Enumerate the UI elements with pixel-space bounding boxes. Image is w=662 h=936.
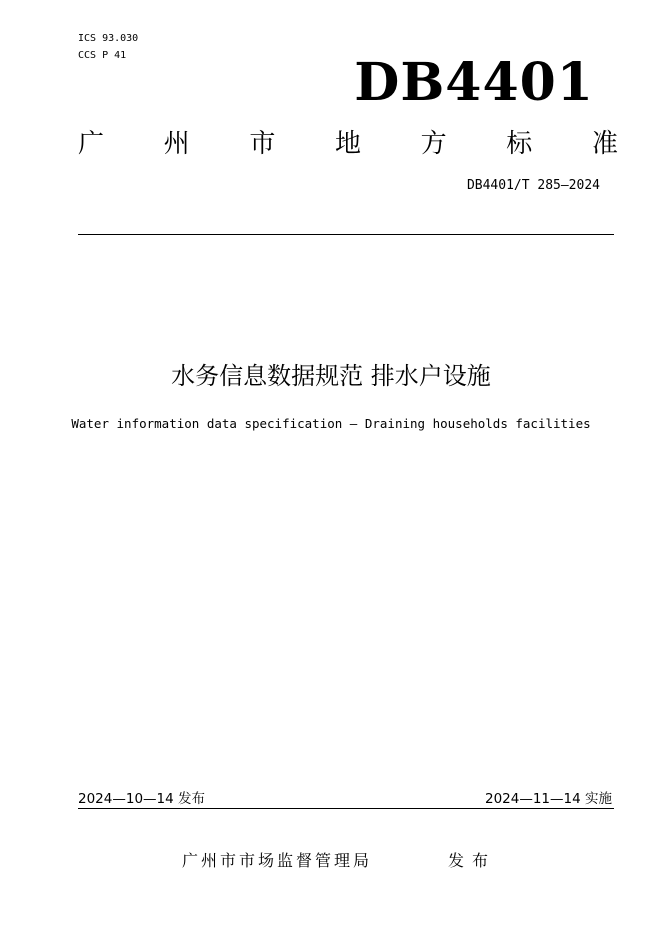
standard-brand-code: DB4401: [354, 52, 594, 113]
standard-type-char: 市: [249, 129, 276, 159]
standard-type-heading: [78, 128, 618, 160]
ccs-code: CCS P 41: [78, 50, 127, 61]
standard-type-char: 标: [506, 129, 533, 159]
standard-number: DB4401/T 285—2024: [466, 178, 600, 193]
standard-type-char: 方: [420, 129, 447, 159]
standard-type-char: 地: [334, 129, 361, 159]
publish-date: 2024—10—14 发布: [78, 791, 206, 807]
issue-label: 发布: [448, 851, 497, 870]
standard-type-char: 广: [78, 129, 105, 159]
standard-type-char: 州: [163, 129, 190, 159]
implement-date: 2024—11—14 实施: [484, 791, 612, 807]
standard-type-char: 准: [591, 129, 618, 159]
header-divider: [78, 234, 614, 235]
document-title-cn: 水务信息数据规范 排水户设施: [171, 362, 491, 390]
document-title-en: Water information data specification — Draining households facilities: [71, 416, 591, 431]
footer-divider: [78, 808, 614, 809]
issuing-authority: 广州市市场监督管理局: [182, 851, 373, 870]
ics-code: ICS 93.030: [78, 33, 139, 44]
